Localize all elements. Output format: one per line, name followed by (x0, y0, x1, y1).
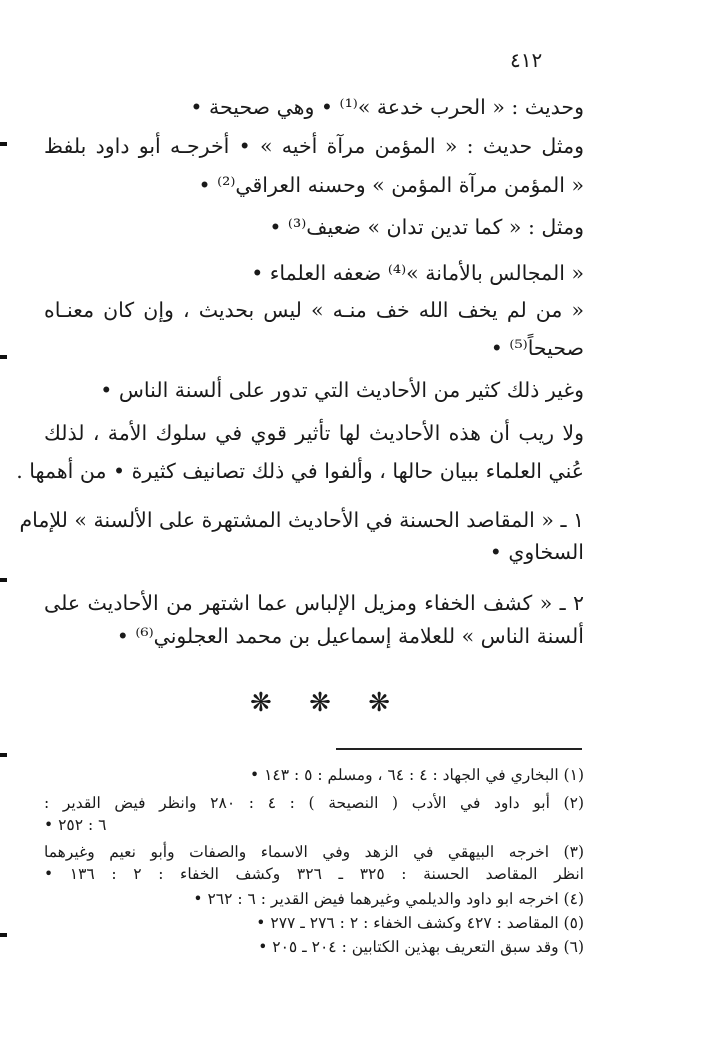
edge-mark (0, 355, 7, 359)
footnote-line: (١) البخاري في الجهاد : ٤ : ٦٤ ، ومسلم : ٥ : ١٤٣ • (249, 766, 584, 784)
footnote-line: (٦) وقد سبق التعريف بهذين الكتابين : ٢٠٤ ـ ٢٠٥ • (258, 938, 584, 956)
edge-mark (0, 933, 7, 937)
separator-star-icon: ❋ (250, 688, 272, 718)
body-line: صحيحاً⁽⁵⁾ • (490, 336, 584, 360)
footnote-line: (٥) المقاصد : ٤٢٧ وكشف الخفاء : ٢ : ٢٧٦ ـ ٢٧٧ • (256, 914, 584, 932)
body-line: « المجالس بالأمانة »⁽⁴⁾ ضعفه العلماء • (251, 261, 584, 285)
body-line: « من لم يخف الله خف منـه » ليس بحديث ، وإن كان معنـاه (44, 298, 584, 322)
edge-mark (0, 753, 7, 757)
footnote-line: انظر المقاصد الحسنة : ٣٢٥ ـ ٣٢٦ وكشف الخفاء : ٢ : ١٣٦ • (44, 865, 584, 883)
body-line: السخاوي • (489, 540, 584, 564)
edge-mark (0, 142, 7, 146)
body-line: ألسنة الناس » للعلامة إسماعيل بن محمد العجلوني⁽⁶⁾ • (116, 624, 584, 648)
section-separator (250, 690, 390, 716)
body-line: وغير ذلك كثير من الأحاديث التي تدور على ألسنة الناس • (100, 378, 584, 402)
footnote-line: (٤) اخرجه ابو داود والديلمي وغيرهما فيض القدير : ٦ : ٢٦٢ • (193, 890, 584, 908)
body-line: ١ ـ « المقاصد الحسنة في الأحاديث المشتهرة على الألسنة » للإمام (19, 508, 584, 532)
page-number: ٤١٢ (510, 48, 543, 72)
separator-star-icon: ❋ (368, 688, 390, 718)
separator-star-icon: ❋ (309, 688, 331, 718)
edge-mark (0, 578, 7, 582)
body-line: ٢ ـ « كشف الخفاء ومزيل الإلباس عما اشتهر من الأحاديث على (44, 591, 584, 615)
footnote-line: ٦ : ٢٥٢ • (44, 816, 107, 834)
body-line: عُني العلماء ببيان حالها ، وألفوا في ذلك تصانيف كثيرة • من أهمها . (16, 459, 584, 483)
body-line: ومثل : « كما تدين تدان » ضعيف⁽³⁾ • (269, 215, 584, 239)
body-line: ولا ريب أن هذه الأحاديث لها تأثير قوي في سلوك الأمة ، لذلك (44, 421, 584, 445)
body-line: ومثل حديث : « المؤمن مرآة أخيه » • أخرجـه أبو داود بلفظ (44, 134, 584, 158)
footnote-divider (336, 748, 582, 750)
body-line: « المؤمن مرآة المؤمن » وحسنه العراقي⁽²⁾ • (198, 173, 584, 197)
footnote-line: (٣) اخرجه البيهقي في الزهد وفي الاسماء والصفات وأبو نعيم وغيرهما (44, 843, 584, 861)
footnote-line: (٢) أبو داود في الأدب ( النصيحة ) : ٤ : ٢٨٠ وانظر فيض القدير : (44, 794, 584, 812)
body-line: وحديث : « الحرب خدعة »⁽¹⁾ • وهي صحيحة • (190, 95, 584, 119)
